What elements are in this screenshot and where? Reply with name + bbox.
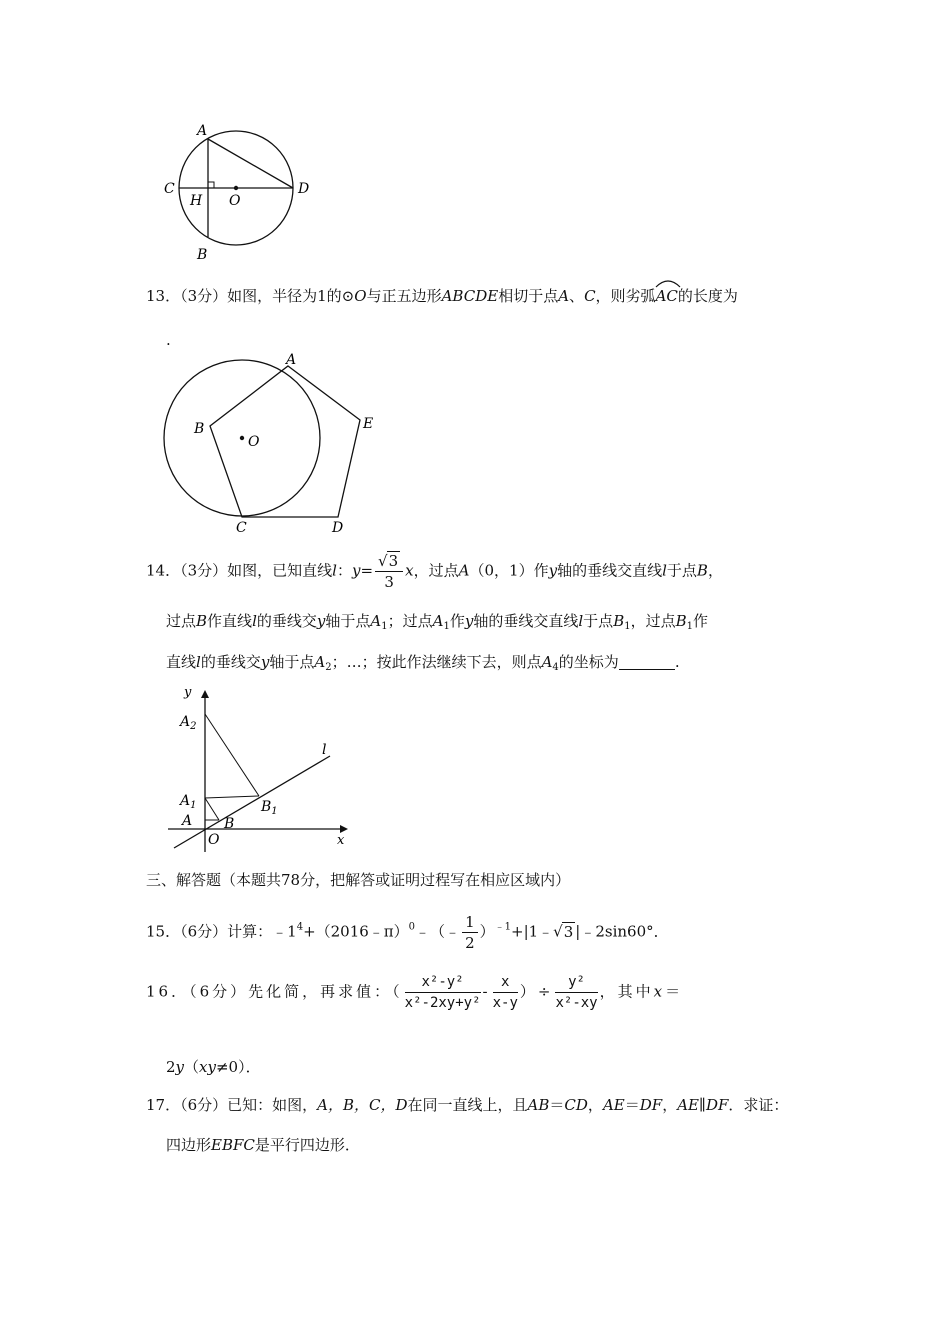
x-axis-arrow [340, 825, 348, 833]
axes-line-figure [160, 680, 360, 860]
q17-line2: 四边形EBFC是平行四边形． [166, 1136, 360, 1154]
y-axis-arrow [201, 690, 209, 698]
section-3-heading: 三、解答题（本题共78分，把解答或证明过程写在相应区域内） [146, 871, 571, 889]
label-a: A [182, 813, 193, 829]
label-b1: $B_1$ [261, 799, 278, 817]
label-a1: $A_1$ [180, 793, 197, 811]
fraction-one-half: $\frac{1}{2}$ [462, 912, 478, 953]
label-b: B [194, 421, 205, 437]
label-b: B [224, 816, 235, 832]
label-d: D [298, 181, 310, 197]
line-l [174, 756, 330, 848]
label-e: E [363, 416, 374, 432]
circle-chord-figure [150, 115, 330, 265]
label-l: l [322, 742, 327, 758]
right-angle-mark [208, 182, 214, 188]
label-x: x [337, 833, 345, 848]
label-o: O [208, 832, 220, 848]
q14-line2: 过点B作直线l的垂线交y轴于点$A_1$；过点$A_1$作y轴的垂线交直线l于点$B_1$，过点$B_1$作 [166, 612, 709, 632]
label-d: D [332, 520, 344, 536]
q14-line3: 直线l的垂线交y轴于点$A_2$；…；按此作法继续下去，则点$A_4$的坐标为 . [166, 653, 680, 673]
label-o: O [229, 193, 241, 209]
segment-b1-a2 [205, 714, 259, 796]
q17-line1: 17．（6分）已知：如图，A，B，C，D在同一直线上，且AB＝CD，AE＝DF，AE∥DF．求证： [146, 1096, 789, 1114]
regular-pentagon [210, 366, 360, 517]
q13-answer-end: . [166, 331, 171, 349]
center-dot [240, 436, 244, 440]
segment-a1-b1 [205, 796, 259, 798]
answer-blank [619, 655, 675, 670]
q14-line1: 14．（3分）如图，已知直线l：y= $\frac{√3}{3}$ x，过点A（0，1）作y轴的垂线交直线l于点B， [146, 552, 723, 591]
fraction-sqrt3-over-3: $\frac{√3}{3}$ [375, 551, 403, 592]
label-a2: $A_2$ [180, 714, 197, 732]
label-b: B [197, 247, 208, 263]
pentagon-figure [160, 352, 390, 537]
q16-line1: 16．（6分）先化简，再求值：（ $\frac{\text{x²-y²}}{\text{x²-2xy+y²}}$ - $\frac{x}{x-y}$ ）÷ $\frac{\text{y²}}{\text{x²-xy}}$ ，其中x＝ [146, 974, 684, 1011]
segment-ad [208, 139, 293, 188]
label-c: C [236, 520, 247, 536]
fraction-3: $\frac{\text{y²}}{\text{x²-xy}}$ [555, 974, 598, 1011]
label-a: A [197, 123, 208, 139]
label-a: A [286, 352, 297, 368]
label-c: C [164, 181, 175, 197]
fraction-1: $\frac{\text{x²-y²}}{\text{x²-2xy+y²}}$ [404, 974, 481, 1011]
label-o: O [248, 434, 260, 450]
label-h: H [190, 193, 203, 209]
label-y: y [184, 685, 192, 700]
q15-text: 15．（6分）计算：$﹣1^4+(2016﹣\pi)^0﹣(﹣$ $\frac{1}{2}$ ）$^{﹣1}$+|1﹣√3 |﹣2sin60°． [146, 913, 669, 952]
arc-symbol [655, 278, 681, 288]
q16-line2: 2y（xy≠0）． [166, 1058, 261, 1076]
segment-b-a1 [205, 798, 219, 820]
q13-text: 13．（3分）如图，半径为1的⊙O与正五边形ABCDE相切于点A、C，则劣弧 AC的长度为 [146, 286, 738, 306]
fraction-2: $\frac{x}{x-y}$ [492, 974, 518, 1011]
center-dot [234, 186, 238, 190]
